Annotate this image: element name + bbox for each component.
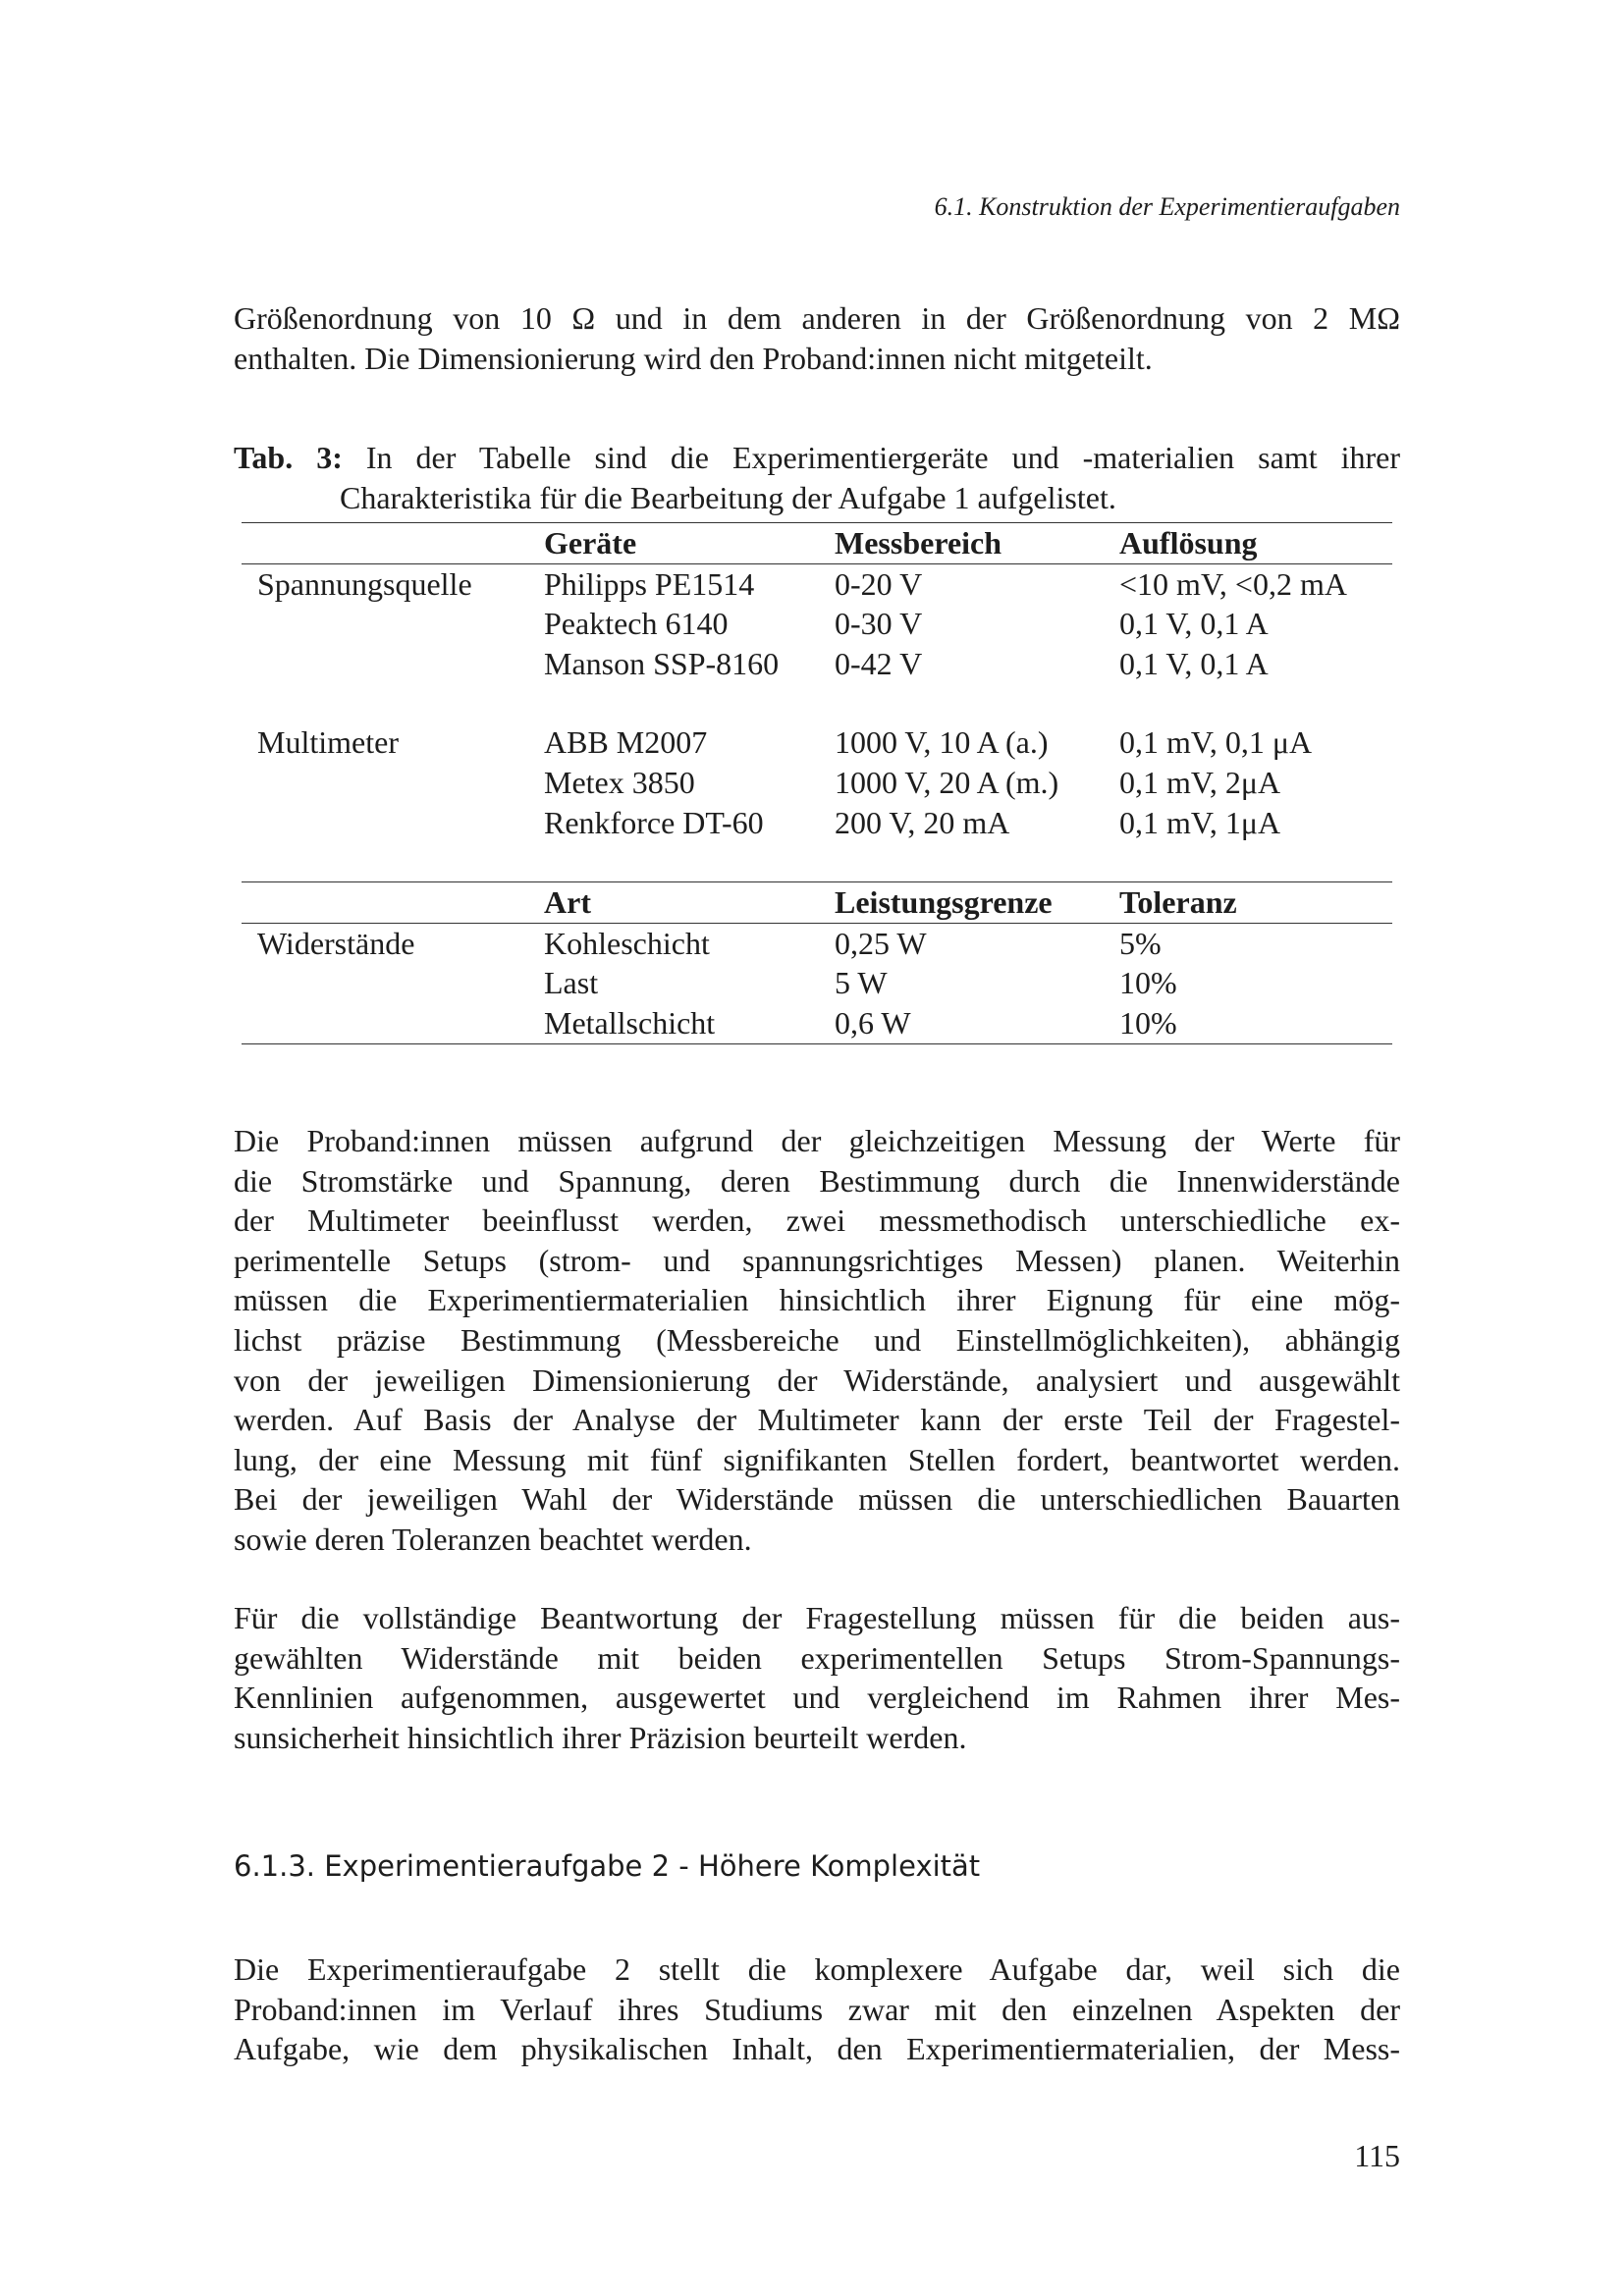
table-cell: Peaktech 6140 xyxy=(544,606,729,642)
table-header-row xyxy=(242,882,1392,924)
table-cell: 1000 V, 20 A (m.) xyxy=(835,764,1059,800)
table-header-cell xyxy=(242,523,528,564)
table-cell: 10% xyxy=(1104,1003,1392,1043)
table-cell: 0,1 mV, 0,1 μA xyxy=(1119,724,1313,761)
text-line: lung, der eine Messung mit fünf signifikanten Stellen fordert, beantwortet werden. xyxy=(234,1441,1400,1477)
text-line: enthalten. Die Dimensionierung wird den Proband:innen nicht mitgeteilt. xyxy=(234,340,1153,376)
text-line: lichst präzise Bestimmung (Messbereiche und Einstellmöglichkeiten), abhängig xyxy=(234,1321,1400,1358)
text-line: Für die vollständige Beantwortung der Fragestellung müssen für die beiden aus- xyxy=(234,1600,1400,1635)
table-cell xyxy=(242,604,528,644)
text-line: Kennlinien aufgenommen, ausgewertet und vergleichend im Rahmen ihrer Mes- xyxy=(234,1680,1400,1716)
text-line: gewählten Widerstände mit beiden experimentellen Setups Strom-Spannungs- xyxy=(234,1639,1400,1676)
table-cell: 0,1 V, 0,1 A xyxy=(1119,606,1269,642)
table-row xyxy=(242,563,1392,604)
text-line: von der jeweiligen Dimensionierung der Widerstände, analysiert und ausgewählt xyxy=(234,1362,1400,1398)
table-header-cell: Leistungsgrenze xyxy=(819,882,1104,924)
text-line: werden. Auf Basis der Analyse der Multimeter kann der erste Teil der Fragestel- xyxy=(234,1402,1400,1438)
table-cell: Metex 3850 xyxy=(544,764,695,800)
intro-paragraph xyxy=(234,298,1400,378)
table-cell: Spannungsquelle xyxy=(257,565,472,602)
table-header-cell: Auflösung xyxy=(1104,523,1392,564)
text-line: Die Experimentieraufgabe 2 stellt die komplexere Aufgabe dar, weil sich die xyxy=(234,1951,1400,1987)
body-paragraph-4 xyxy=(234,1949,1400,2069)
table-row xyxy=(242,1003,1392,1043)
table-cell: 1000 V, 10 A (a.) xyxy=(835,724,1049,761)
table-cell: 0,1 mV, 1μA xyxy=(1119,804,1281,840)
table-row xyxy=(242,604,1392,644)
table-cell xyxy=(242,1003,528,1043)
table-header-cell: Art xyxy=(528,882,819,924)
table-cell: Renkforce DT-60 xyxy=(544,804,764,840)
table-cell: 200 V, 20 mA xyxy=(835,804,1010,840)
table-cell xyxy=(242,803,528,843)
text-line: der Multimeter beeinflusst werden, zwei messmethodisch unterschiedliche ex- xyxy=(234,1202,1400,1239)
table-cell: 0,1 mV, 2μA xyxy=(1119,764,1281,800)
table-cell: Manson SSP-8160 xyxy=(544,645,780,681)
table-cell: 5 W xyxy=(835,965,888,1001)
text-line: Proband:innen im Verlauf ihres Studiums zwar mit den einzelnen Aspekten der xyxy=(234,1991,1400,2027)
table-cell: 10% xyxy=(1119,965,1177,1001)
text-line: Bei der jeweiligen Wahl der Widerstände müssen die unterschiedlichen Bauarten xyxy=(234,1481,1400,1518)
table-cell xyxy=(242,644,528,684)
table-header-row xyxy=(242,523,1392,564)
table-cell xyxy=(242,763,528,803)
table-header-cell: Geräte xyxy=(528,523,819,564)
caption-line-1 xyxy=(234,438,1400,478)
table-cell: 0-20 V xyxy=(835,565,923,602)
table-cell: Widerstände xyxy=(257,925,415,961)
text-line: Aufgabe, wie dem physikalischen Inhalt, den Experimentiermaterialien, der Mess- xyxy=(234,2031,1400,2067)
table-header-cell: Messbereich xyxy=(819,523,1104,564)
table-cell: 0,1 V, 0,1 A xyxy=(1119,645,1269,681)
table-row xyxy=(242,963,1392,1003)
table-cell: Multimeter xyxy=(257,724,399,761)
text-line: perimentelle Setups (strom- und spannungsrichtiges Messen) planen. Weiterhin xyxy=(234,1242,1400,1278)
table-caption xyxy=(234,438,1400,517)
text-line: Die Proband:innen müssen aufgrund der gleichzeitigen Messung der Werte für xyxy=(234,1123,1400,1158)
table-header-cell xyxy=(242,882,528,924)
table-cell: Philipps PE1514 xyxy=(544,565,755,602)
table-row xyxy=(242,763,1392,803)
body-paragraph-3 xyxy=(234,1598,1400,1757)
table-cell: 0,25 W xyxy=(835,925,927,961)
table-cell xyxy=(242,963,528,1003)
table-row xyxy=(242,722,1392,763)
text-line: sowie deren Toleranzen beachtet werden. xyxy=(234,1521,752,1557)
running-header: 6.1. Konstruktion der Experimentieraufgaben xyxy=(934,192,1400,221)
table-cell: 0-42 V xyxy=(835,645,923,681)
caption-text: In der Tabelle sind die Experimentiergeräte und -materialien samt ihrer xyxy=(365,440,1401,475)
text-line: Größenordnung von 10 Ω und in dem anderen in der Größenordnung von 2 MΩ xyxy=(234,300,1400,336)
table-row xyxy=(242,803,1392,843)
table-row xyxy=(242,923,1392,963)
caption-label: Tab. 3: xyxy=(234,440,343,475)
text-line: müssen die Experimentiermaterialien hinsichtlich ihrer Eignung für eine mög- xyxy=(234,1282,1400,1318)
page-number: 115 xyxy=(1354,2138,1400,2173)
table-spacer xyxy=(242,683,1392,722)
table-spacer xyxy=(242,842,1392,882)
equipment-table xyxy=(242,522,1392,1044)
table-cell: Last xyxy=(544,965,599,1001)
table-cell: 5% xyxy=(1119,925,1162,961)
table-cell: <10 mV, <0,2 mA xyxy=(1119,565,1347,602)
table-cell: Metallschicht xyxy=(528,1003,819,1043)
table-cell: 0-30 V xyxy=(835,606,923,642)
table-cell: Kohleschicht xyxy=(544,925,710,961)
section-heading: 6.1.3. Experimentieraufgabe 2 - Höhere Komplexität xyxy=(234,1849,981,1883)
table-cell: 0,6 W xyxy=(819,1003,1104,1043)
table-header-cell: Toleranz xyxy=(1104,882,1392,924)
caption-line-2: Charakteristika für die Bearbeitung der Aufgabe 1 aufgelistet. xyxy=(340,479,1116,515)
table-cell: ABB M2007 xyxy=(544,724,708,761)
table-row xyxy=(242,644,1392,684)
body-paragraph-2 xyxy=(234,1121,1400,1560)
text-line: die Stromstärke und Spannung, deren Bestimmung durch die Innenwiderstände xyxy=(234,1162,1400,1199)
text-line: sunsicherheit hinsichtlich ihrer Präzision beurteilt werden. xyxy=(234,1719,967,1755)
